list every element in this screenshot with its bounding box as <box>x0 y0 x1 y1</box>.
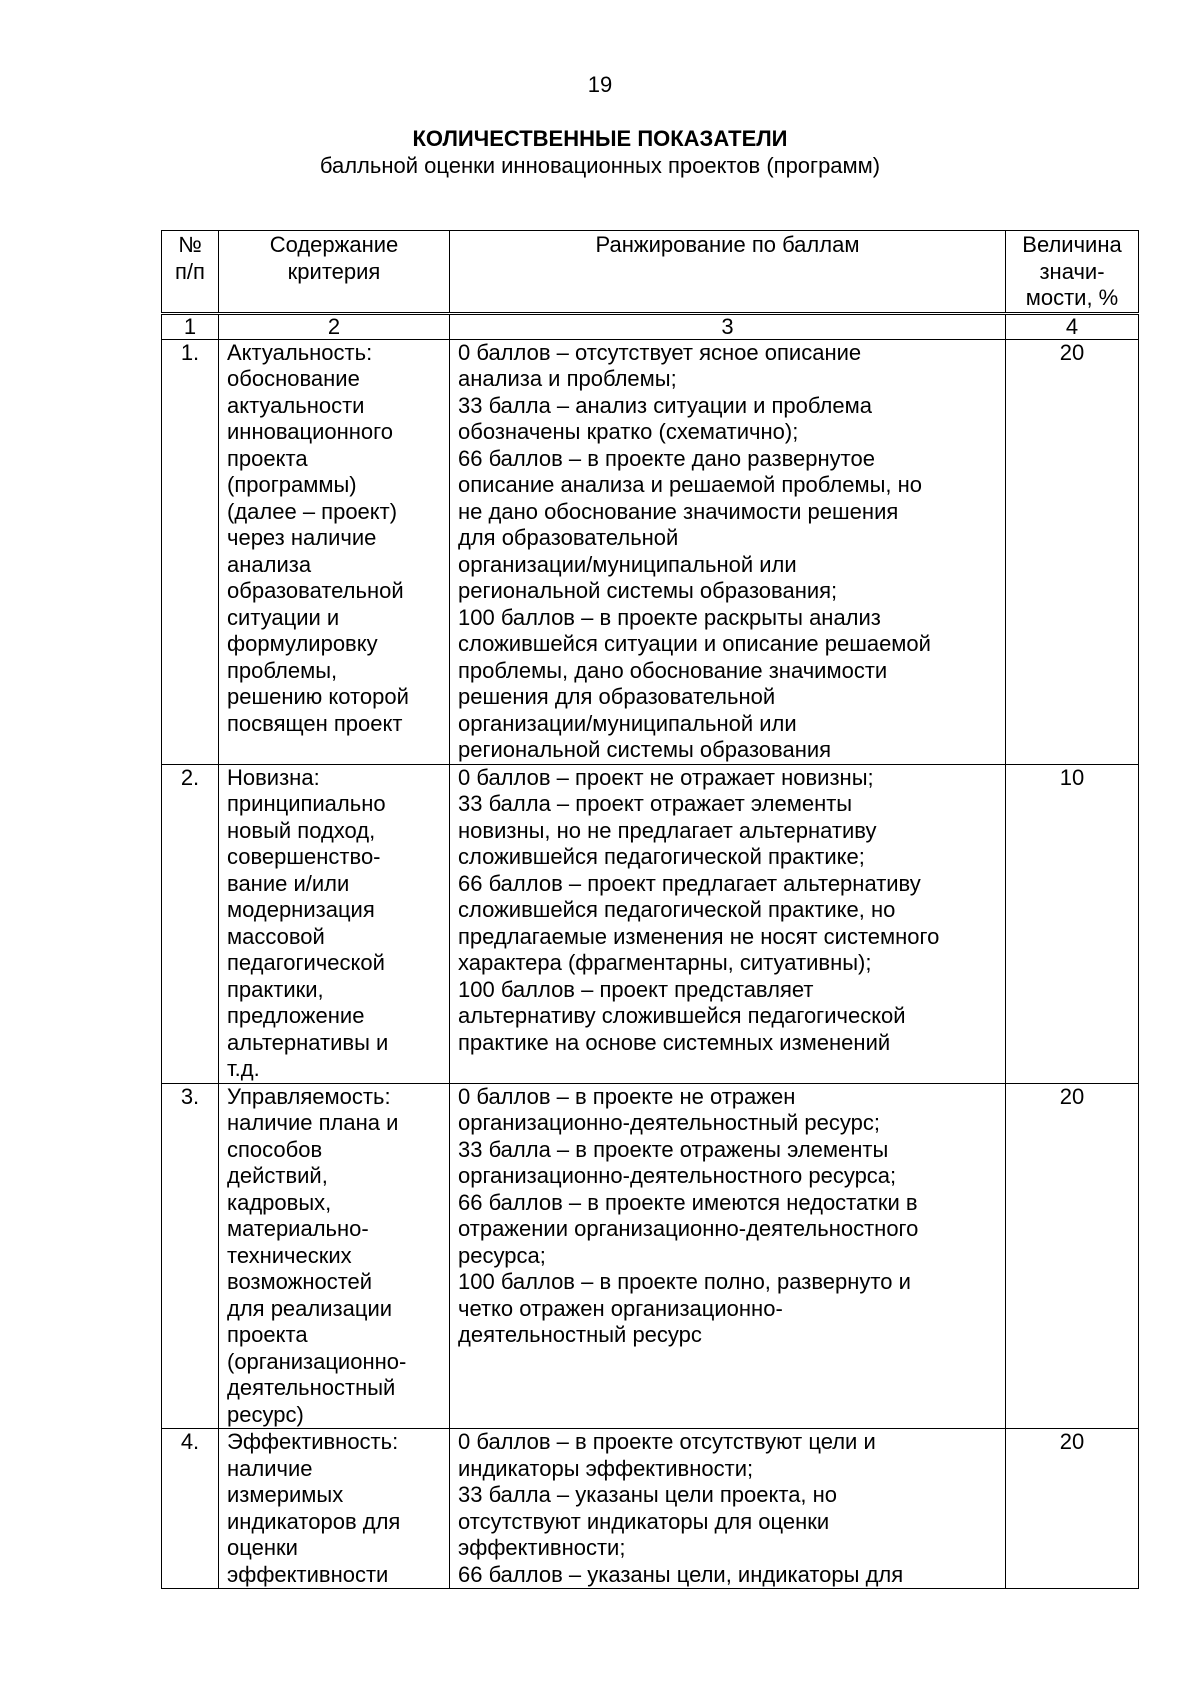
text-line: сложившейся педагогической практике; <box>458 844 865 869</box>
text-line: № <box>178 232 202 257</box>
text-line: предлагаемые изменения не носят системного <box>458 923 940 949</box>
document-title: КОЛИЧЕСТВЕННЫЕ ПОКАЗАТЕЛИ <box>412 126 788 151</box>
text-line: практике на основе системных изменений <box>458 1029 891 1055</box>
text-line: не дано обоснование значимости решения <box>458 498 899 524</box>
text-line: 0 баллов – отсутствует ясное описание <box>458 339 862 365</box>
criterion-ranking <box>450 764 1006 1083</box>
text-line: 0 баллов – в проекте не отражен <box>458 1083 796 1109</box>
text-line: отсутствуют индикаторы для оценки <box>458 1508 830 1534</box>
text-line: через наличие <box>227 525 377 550</box>
header-weight <box>1006 231 1139 314</box>
text-line: инновационного <box>227 419 393 444</box>
text-line: 66 баллов – в проекте имеются недостатки в <box>458 1189 918 1215</box>
page-number: 19 <box>587 72 613 97</box>
text-line: измеримых <box>227 1482 344 1507</box>
text-line: обоснование <box>227 366 360 391</box>
text-line: анализа и проблемы; <box>458 366 677 391</box>
text-line: 66 баллов – проект предлагает альтернативу <box>458 870 921 896</box>
text-line: вание и/или <box>227 870 350 896</box>
row-number: 4. <box>162 1429 219 1589</box>
criterion-ranking <box>450 1429 1006 1589</box>
text-line: наличие <box>227 1455 313 1481</box>
text-line: 100 баллов – в проекте раскрыты анализ <box>458 604 881 630</box>
table-row-1 <box>162 339 1139 764</box>
header-content <box>219 231 450 314</box>
table-row-2 <box>162 764 1139 1083</box>
text-line: способов <box>227 1136 323 1162</box>
text-line: (организационно- <box>227 1348 407 1374</box>
row-number: 1. <box>162 339 219 764</box>
criterion-weight: 20 <box>1006 1083 1139 1429</box>
text-line: региональной системы образования; <box>458 578 838 603</box>
text-line: 0 баллов – проект не отражает новизны; <box>458 764 874 790</box>
text-line: модернизация <box>227 897 375 922</box>
row-number: 2. <box>162 764 219 1083</box>
criterion-ranking <box>450 339 1006 764</box>
text-line: 33 балла – анализ ситуации и проблема <box>458 392 872 418</box>
text-line: характера (фрагментарны, ситуативны); <box>458 950 872 975</box>
text-line: принципиально <box>227 791 386 816</box>
text-line: педагогической <box>227 950 385 975</box>
text-line: совершенство- <box>227 844 381 869</box>
document-subtitle: балльной оценки инновационных проектов (программ) <box>319 153 881 178</box>
text-line: 33 балла – указаны цели проекта, но <box>458 1482 838 1507</box>
text-line: индикаторы эффективности; <box>458 1455 754 1481</box>
criterion-content <box>219 1429 450 1589</box>
criteria-table <box>161 230 1139 1589</box>
text-line: решению которой <box>227 684 409 709</box>
text-line: (программы) <box>227 472 357 497</box>
column-index-1: 1 <box>162 313 219 339</box>
text-line: Содержание <box>269 232 399 257</box>
text-line: для образовательной <box>458 525 679 550</box>
text-line: образовательной <box>227 578 404 603</box>
text-line: проблемы, дано обоснование значимости <box>458 657 888 683</box>
text-line: эффективности <box>227 1561 389 1587</box>
text-line: кадровых, <box>227 1189 332 1215</box>
row-number: 3. <box>162 1083 219 1429</box>
text-line: 100 баллов – в проекте полно, развернуто и <box>458 1269 911 1294</box>
text-line: деятельностный ресурс <box>458 1322 702 1347</box>
text-line: организации/муниципальной или <box>458 710 797 736</box>
table-header-row <box>162 231 1139 314</box>
column-index-2: 2 <box>219 313 450 339</box>
text-line: организационно-деятельностный ресурс; <box>458 1110 881 1135</box>
header-ranking <box>450 231 1006 314</box>
text-line: критерия <box>287 258 381 284</box>
text-line: ресурса; <box>458 1242 546 1268</box>
text-line: анализа <box>227 551 312 577</box>
text-line: массовой <box>227 923 325 949</box>
criterion-content <box>219 1083 450 1429</box>
text-line: сложившейся педагогической практике, но <box>458 897 896 922</box>
text-line: проблемы, <box>227 657 338 683</box>
text-line: альтернативу сложившейся педагогической <box>458 1003 906 1028</box>
header-num <box>162 231 219 314</box>
text-line: п/п <box>175 258 205 284</box>
text-line: Ранжирование по баллам <box>595 232 860 257</box>
text-line: для реализации <box>227 1295 393 1321</box>
text-line: Актуальность: <box>227 339 373 365</box>
text-line: действий, <box>227 1163 328 1188</box>
text-line: альтернативы и <box>227 1029 389 1055</box>
text-line: 33 балла – в проекте отражены элементы <box>458 1136 889 1162</box>
text-line: Новизна: <box>227 764 320 790</box>
text-line: деятельностный <box>227 1375 396 1400</box>
text-line: 100 баллов – проект представляет <box>458 976 814 1002</box>
text-line: организационно-деятельностного ресурса; <box>458 1163 897 1188</box>
text-line: 33 балла – проект отражает элементы <box>458 791 853 816</box>
criterion-weight: 20 <box>1006 1429 1139 1589</box>
text-line: мости, % <box>1025 285 1119 310</box>
text-line: Управляемость: <box>227 1083 391 1109</box>
text-line: возможностей <box>227 1269 373 1294</box>
text-line: 66 баллов – указаны цели, индикаторы для <box>458 1561 904 1587</box>
criterion-weight: 10 <box>1006 764 1139 1083</box>
text-line: новизны, но не предлагает альтернативу <box>458 817 877 843</box>
text-line: региональной системы образования <box>458 737 832 762</box>
text-line: т.д. <box>227 1056 260 1081</box>
text-line: (далее – проект) <box>227 498 398 524</box>
text-line: наличие плана и <box>227 1110 399 1135</box>
text-line: формулировку <box>227 631 378 656</box>
criterion-content <box>219 764 450 1083</box>
text-line: обозначены кратко (схематично); <box>458 419 799 444</box>
text-line: организации/муниципальной или <box>458 551 797 577</box>
text-line: Эффективность: <box>227 1429 399 1454</box>
criterion-content <box>219 339 450 764</box>
text-line: актуальности <box>227 392 365 418</box>
text-line: отражении организационно-деятельностного <box>458 1216 919 1241</box>
column-index-4: 4 <box>1006 313 1139 339</box>
column-index-row <box>162 313 1139 339</box>
text-line: 0 баллов – в проекте отсутствуют цели и <box>458 1429 876 1454</box>
text-line: 66 баллов – в проекте дано развернутое <box>458 445 875 471</box>
column-index-3: 3 <box>450 313 1006 339</box>
text-line: ситуации и <box>227 604 340 630</box>
text-line: эффективности; <box>458 1535 626 1560</box>
text-line: оценки <box>227 1535 298 1560</box>
text-line: посвящен проект <box>227 710 403 736</box>
text-line: четко отражен организационно- <box>458 1295 783 1321</box>
text-line: индикаторов для <box>227 1508 401 1534</box>
text-line: новый подход, <box>227 817 376 843</box>
text-line: технических <box>227 1242 352 1268</box>
text-line: проекта <box>227 445 308 471</box>
text-line: сложившейся ситуации и описание решаемой <box>458 631 931 656</box>
text-line: значи- <box>1039 258 1105 284</box>
criterion-weight: 20 <box>1006 339 1139 764</box>
table-row-4 <box>162 1429 1139 1589</box>
text-line: решения для образовательной <box>458 684 776 709</box>
text-line: практики, <box>227 976 324 1002</box>
text-line: проекта <box>227 1322 308 1347</box>
text-line: материально- <box>227 1216 369 1241</box>
text-line: ресурс) <box>227 1401 304 1427</box>
table-row-3 <box>162 1083 1139 1429</box>
text-line: предложение <box>227 1003 365 1028</box>
text-line: Величина <box>1022 232 1122 257</box>
text-line: описание анализа и решаемой проблемы, но <box>458 472 923 497</box>
criterion-ranking <box>450 1083 1006 1429</box>
